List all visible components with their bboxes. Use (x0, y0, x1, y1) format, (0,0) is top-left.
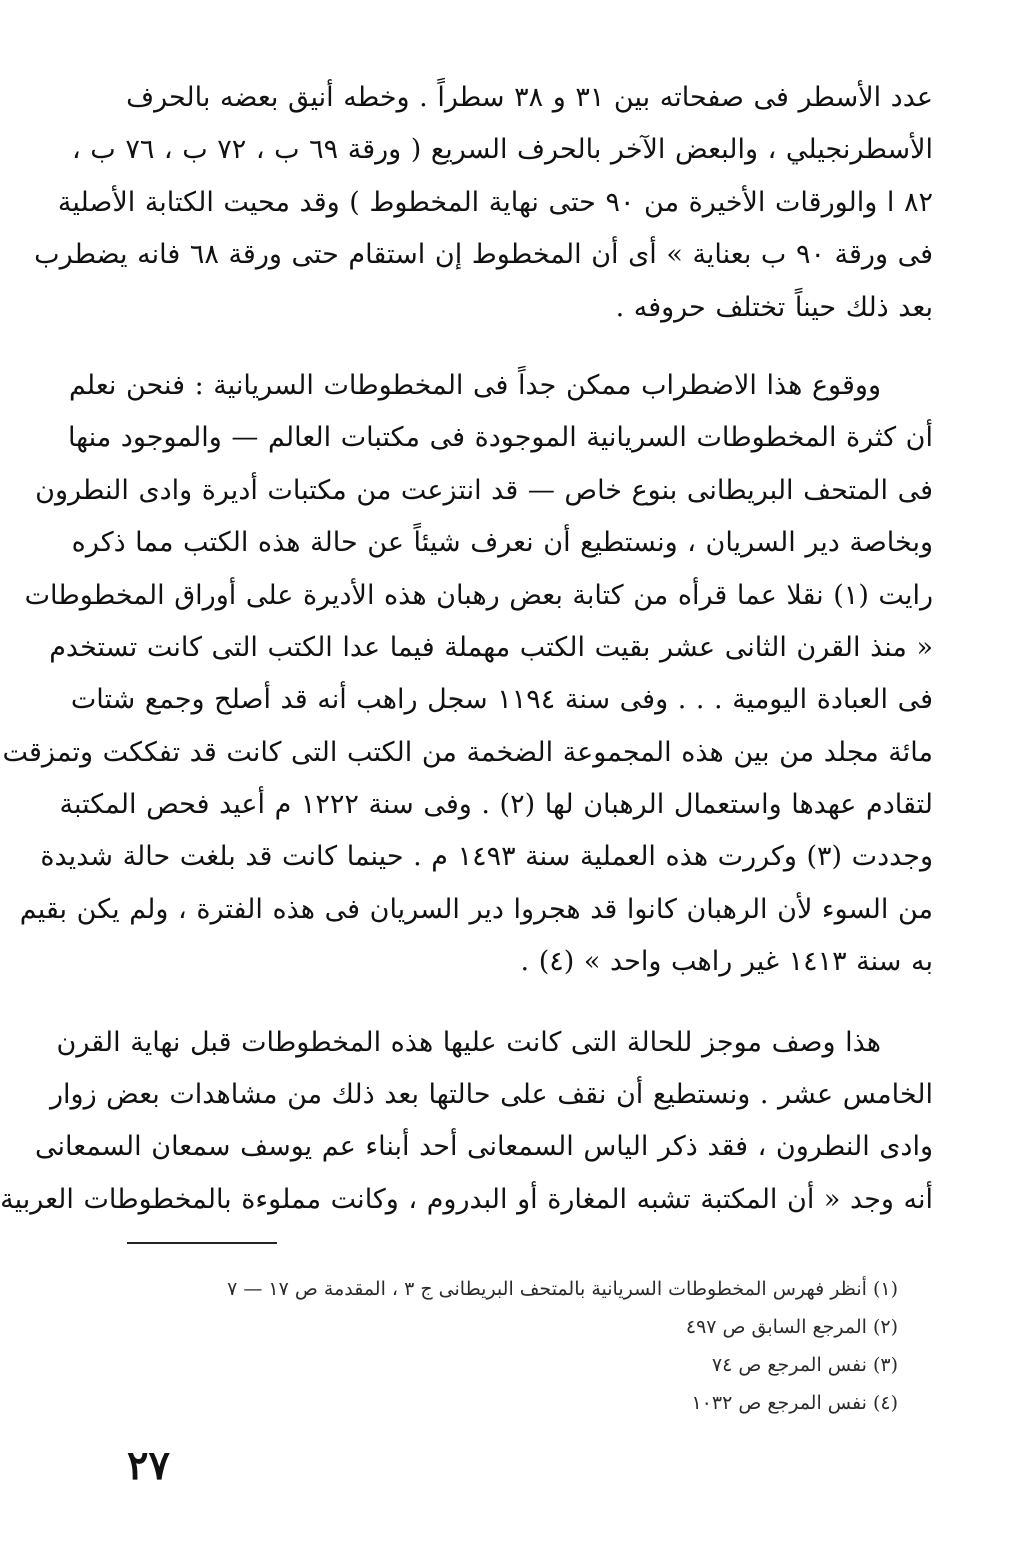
paragraph (2, 360, 933, 989)
text-line: ووقوع هذا الاضطراب ممكن جداً فى المخطوطات السريانية : فنحن نعلم (68, 369, 881, 401)
text-line: أنه وجد « أن المكتبة تشبه المغارة أو البدروم ، وكانت مملوءة بالمخطوطات العربية (0, 1183, 933, 1215)
text-line: ٨٢ ا والورقات الأخيرة من ٩٠ حتى نهاية المخطوط ) وقد محيت الكتابة الأصلية (57, 186, 933, 218)
text-line: أن كثرة المخطوطات السريانية الموجودة فى مكتبات العالم — والموجود منها (67, 422, 933, 454)
body-text (0, 72, 933, 1226)
footnote: (٤) نفس المرجع ص ١٠٣٢ (691, 1392, 898, 1414)
text-line: رايت (١) نقلا عما قرأه من كتابة بعض رهبان هذه الأديرة على أوراق المخطوطات (24, 579, 933, 611)
text-line: فى العبادة اليومية . . . وفى سنة ١١٩٤ سجل راهب أنه قد أصلح وجمع شتات (70, 684, 933, 716)
text-line: به سنة ١٤١٣ غير راهب واحد » (٤) . (520, 946, 933, 978)
text-line: عدد الأسطر فى صفحاته بين ٣١ و ٣٨ سطراً . وخطه أنيق بعضه بالحرف (126, 82, 933, 113)
footnote: (٣) نفس المرجع ص ٧٤ (711, 1354, 898, 1376)
paragraph (34, 72, 933, 334)
text-line: هذا وصف موجز للحالة التى كانت عليها هذه المخطوطات قبل نهاية القرن (56, 1026, 881, 1058)
text-line: الخامس عشر . ونستطيع أن نقف على حالتها بعد ذلك من مشاهدات بعض زوار (49, 1079, 933, 1111)
text-line: وجددت (٣) وكررت هذه العملية سنة ١٤٩٣ م . حينما كانت قد بلغت حالة شديدة (40, 841, 933, 873)
text-line: وادى النطرون ، فقد ذكر الياس السمعانى أحد أبناء عم يوسف سمعان السمعانى (34, 1131, 933, 1163)
text-line: من السوء لأن الرهبان كانوا قد هجروا دير السريان فى هذه الفترة ، ولم يكن بقيم (19, 893, 933, 925)
text-line: « منذ القرن الثانى عشر بقيت الكتب مهملة فيما عدا الكتب التى كانت تستخدم (49, 631, 933, 663)
footnote: (٢) المرجع السابق ص ٤٩٧ (685, 1316, 898, 1338)
footnotes-list (138, 1270, 898, 1422)
text-line: لتقادم عهدها واستعمال الرهبان لها (٢) . وفى سنة ١٢٢٢ م أعيد فحص المكتبة (59, 789, 933, 821)
text-line: وبخاصة دير السريان ، ونستطيع أن نعرف شيئاً عن حالة هذه الكتب مما ذكره (71, 527, 933, 559)
page-number: ٢٧ (127, 1442, 170, 1489)
text-line: الأسطرنجيلي ، والبعض الآخر بالحرف السريع ( ورقة ٦٩ ب ، ٧٢ ب ، ٧٦ ب ، (72, 134, 933, 166)
footnote-separator (127, 1242, 277, 1244)
text-line: فى المتحف البريطانى بنوع خاص — قد انتزعت من مكتبات أديرة وادى النطرون (35, 474, 933, 506)
text-line: بعد ذلك حيناً تختلف حروفه . (615, 291, 933, 323)
text-line: فى ورقة ٩٠ ب بعناية » أى أن المخطوط إن استقام حتى ورقة ٦٨ فانه يضطرب (34, 239, 933, 271)
book-page (0, 72, 933, 1502)
paragraph (0, 1017, 933, 1227)
footnote: (١) أنظر فهرس المخطوطات السريانية بالمتحف البريطانى ج ٣ ، المقدمة ص ١٧ — ٧ (227, 1278, 898, 1300)
text-line: مائة مجلد من بين هذه المجموعة الضخمة من الكتب التى كانت قد تفككت وتمزقت (2, 736, 933, 768)
